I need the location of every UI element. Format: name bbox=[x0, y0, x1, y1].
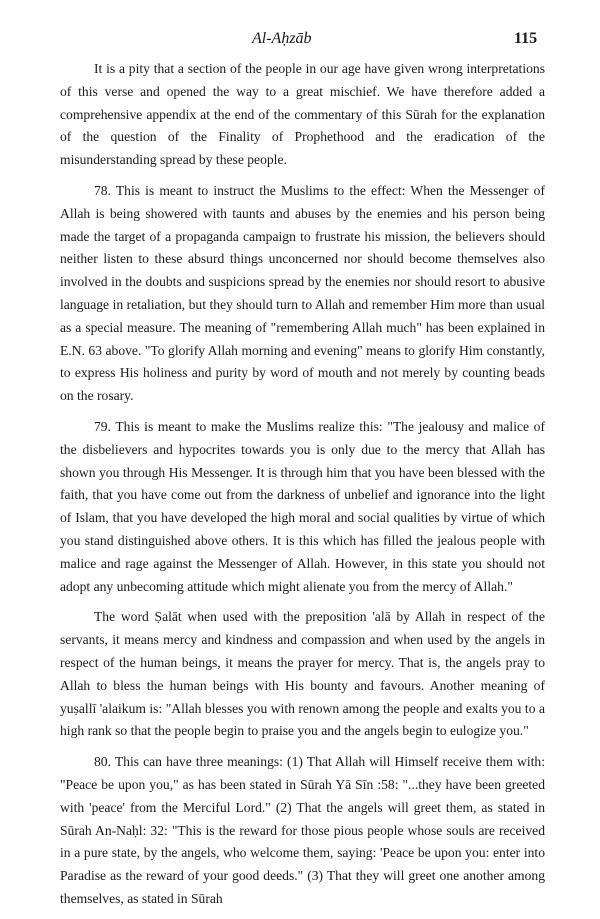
page-number: 115 bbox=[514, 30, 538, 47]
paragraph-salat: The word Ṣalāt when used with the preposition 'alā by Allah in respect of the servants, it means mercy and kindness and compassion and when used by the angels in respect of the human beings, it means the prayer for mercy. That is, the angels pray to Allah to bless the human beings with His bounty and favours. Another meaning of yuṣallī 'alaikum is: "Allah blesses you with renown among the people and exalts you to a high rank so that the people begin to praise you and the angels begin to eulogize you." bbox=[60, 609, 545, 739]
page-header bbox=[0, 30, 600, 52]
paragraph-note-80: 80. This can have three meanings: (1) That Allah will Himself receive them with: "Peace be upon you," as has been stated in Sūrah Yā Sīn :58: "...they have been greeted with 'peace' from the Merciful Lord." (2) That the angels will greet them, as stated in Sūrah An-Naḥl: 32: "This is the reward for those pious people whose souls are received in a pure state, by the angels, who welcome them, saying: 'Peace be upon you: enter into Paradise as the reward of your good deeds." (3) That they will greet one another among themselves, as stated in Sūrah bbox=[60, 754, 545, 906]
paragraph-note-78: 78. This is meant to instruct the Muslims to the effect: When the Messenger of Allah is being showered with taunts and abuses by the enemies and his person being made the target of a propaganda campaign to frustrate his mission, the believers should neither listen to these absurd things unconcerned nor should become themselves also involved in the doubts and suspicions spread by the enemies nor should resort to abusive language in retaliation, but they should turn to Allah and remember Him more than usual as a special measure. The meaning of "remembering Allah much" has been explained in E.N. 63 above. "To glorify Allah morning and evening" means to glorify Him constantly, to express His holiness and purity by word of mouth and not merely by counting beads on the rosary. bbox=[60, 182, 545, 404]
running-title: Al-Aḥzāb bbox=[252, 30, 312, 47]
page-body bbox=[60, 58, 545, 919]
paragraph-note-79: 79. This is meant to make the Muslims realize this: "The jealousy and malice of the disbelievers and hypocrites towards you is only due to the mercy that Allah has shown you through His Messenger. It is through him that you have been blessed with the faith, that you have come out from the darkness of unbelief and ignorance into the light of Islam, that you have developed the high moral and social qualities by virtue of which you stand distinguished above others. It is this which has filled the jealous people with malice and rage against the Messenger of Allah. However, in this state you should not adopt any unbecoming attitude which might alienate you from the mercy of Allah." bbox=[60, 418, 545, 594]
paragraph-intro: It is a pity that a section of the people in our age have given wrong interpretations of this verse and opened the way to a great mischief. We have therefore added a comprehensive appendix at the end of the commentary of this Sūrah for the explanation of the question of the Finality of Prophethood and the eradication of the misunderstanding spread by these people. bbox=[60, 61, 545, 168]
